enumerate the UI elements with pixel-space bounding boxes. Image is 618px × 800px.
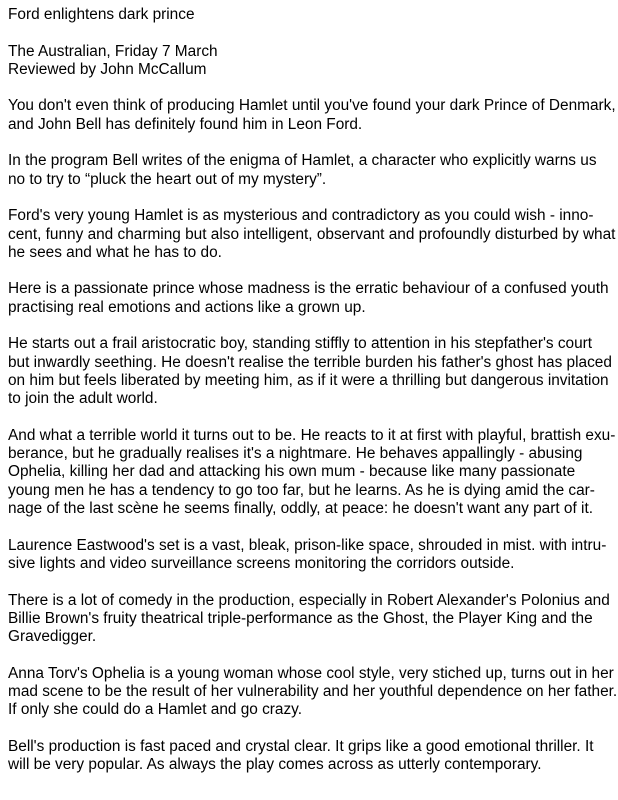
paragraph-line: You don't even think of producing Hamlet until you've found your dark Prince of Denmark, <box>8 97 616 115</box>
paragraph-line: on him but feels liberated by meeting him, as if it were a thrilling but dangerous invitation <box>8 371 609 389</box>
paragraph-line: nage of the last scène he seems finally, oddly, at peace: he doesn't want any part of it. <box>8 500 594 518</box>
paragraph-line: Bell's production is fast paced and crystal clear. It grips like a good emotional thriller. It <box>8 737 594 755</box>
paragraph-spacer <box>8 646 612 664</box>
paragraph <box>8 426 616 518</box>
paragraph-line: no to try to “pluck the heart out of my mystery”. <box>8 170 327 188</box>
paragraph-line: And what a terrible world it turns out to be. He reacts to it at first with playful, brattish exu- <box>8 426 616 444</box>
paragraph <box>8 335 612 408</box>
paragraph-line: mad scene to be the result of her vulnerability and her youthful dependence on her father. <box>8 682 618 700</box>
paragraph-spacer <box>8 720 612 738</box>
paragraph <box>8 97 616 134</box>
paragraph-line: Laurence Eastwood's set is a vast, bleak, prison-like space, shrouded in mist. with intru- <box>8 536 607 554</box>
paragraph-line: berance, but he gradually realises it's a nightmare. He behaves appallingly - abusing <box>8 445 583 463</box>
paragraph-line: Ophelia, killing her dad and attacking his own mum - because like many passionate <box>8 463 576 481</box>
paragraph-line: but inwardly seething. He doesn't realise the terrible burden his father's ghost has placed <box>8 353 612 371</box>
paragraph-line: and John Bell has definitely found him in Leon Ford. <box>8 115 363 133</box>
paragraph <box>8 664 618 720</box>
paragraph-spacer <box>8 409 612 427</box>
paragraph-spacer <box>8 317 612 335</box>
paragraph <box>8 152 612 189</box>
paragraph-spacer <box>8 134 612 152</box>
paragraph-line: Ford's very young Hamlet is as mysterious and contradictory as you could wish - inno- <box>8 207 594 225</box>
paragraph-line: he sees and what he has to do. <box>8 243 222 261</box>
paragraph-spacer <box>8 573 612 591</box>
paragraph-line: practising real emotions and actions like a grown up. <box>8 298 366 316</box>
paragraph-line: Anna Torv's Ophelia is a young woman whose cool style, very stiched up, turns out in her <box>8 664 614 682</box>
paragraph-spacer <box>8 79 612 97</box>
paragraph-spacer <box>8 189 612 207</box>
article-body <box>8 79 618 774</box>
paragraph <box>8 280 612 317</box>
paragraph <box>8 738 612 775</box>
paragraph-spacer <box>8 262 612 280</box>
paragraph-line: will be very popular. As always the play comes across as utterly contemporary. <box>8 756 542 774</box>
spacer <box>8 24 612 42</box>
article <box>8 6 618 774</box>
paragraph-line: If only she could do a Hamlet and go crazy. <box>8 701 303 719</box>
paragraph-spacer <box>8 518 612 536</box>
paragraph-line: Here is a passionate prince whose madness is the erratic behaviour of a confused youth <box>8 280 609 298</box>
paragraph-line: In the program Bell writes of the enigma of Hamlet, a character who explicitly warns us <box>8 152 597 170</box>
article-title: Ford enlightens dark prince <box>8 6 195 23</box>
article-byline: Reviewed by John McCallum <box>8 60 207 78</box>
paragraph <box>8 592 612 647</box>
paragraph-line: Billie Brown's fruity theatrical triple-performance as the Ghost, the Player King and the <box>8 609 593 627</box>
paragraph-line: Gravedigger. <box>8 628 97 646</box>
paragraph <box>8 537 612 574</box>
paragraph-line: He starts out a frail aristocratic boy, standing stiffly to attention in his stepfather's court <box>8 335 593 353</box>
paragraph-line: There is a lot of comedy in the production, especially in Robert Alexander's Polonius and <box>8 591 610 609</box>
paragraph-line: to join the adult world. <box>8 390 158 408</box>
paragraph-line: cent, funny and charming but also intelligent, observant and profoundly disturbed by what <box>8 225 616 243</box>
article-source: The Australian, Friday 7 March <box>8 42 218 60</box>
paragraph-line: young men he has a tendency to go too far, but he learns. As he is dying amid the car- <box>8 481 595 499</box>
paragraph <box>8 207 616 262</box>
paragraph-line: sive lights and video surveillance screens monitoring the corridors outside. <box>8 554 515 572</box>
